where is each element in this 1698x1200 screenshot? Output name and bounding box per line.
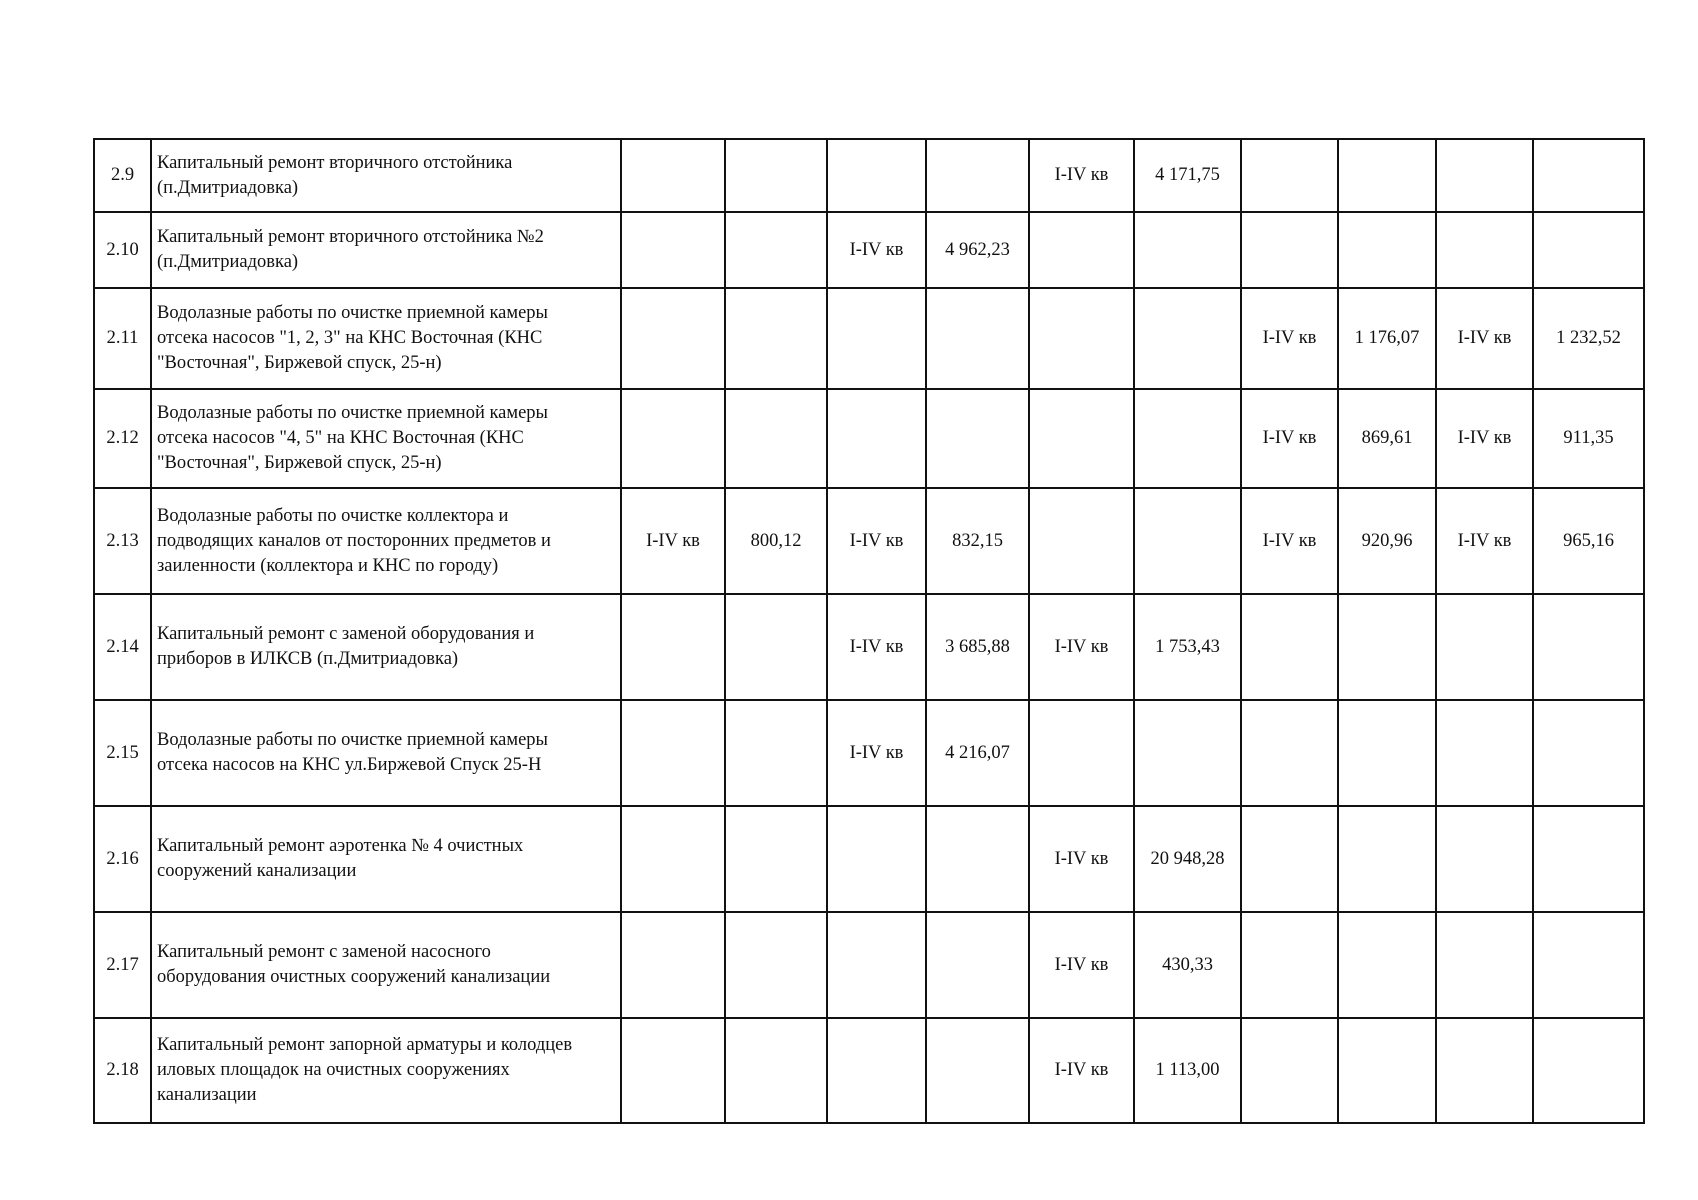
row-number: 2.9: [94, 139, 151, 212]
period-cell: I-IV кв: [1029, 912, 1134, 1018]
period-cell: [1029, 212, 1134, 288]
description-line: оборудования очистных сооружений канализации: [157, 967, 551, 987]
period-cell: [1029, 288, 1134, 389]
description-line: заиленности (коллектора и КНС по городу): [157, 555, 499, 576]
period-cell: [621, 389, 725, 488]
amount-cell: [725, 806, 827, 912]
period-cell: I-IV кв: [827, 212, 926, 288]
amount-cell: [1134, 389, 1241, 488]
period-cell: I-IV кв: [621, 488, 725, 594]
table-row: [94, 700, 1644, 806]
description-line: Капитальный ремонт вторичного отстойника: [157, 152, 513, 173]
period-cell: I-IV кв: [827, 488, 926, 594]
description-line: Водолазные работы по очистке коллектора и: [157, 505, 509, 526]
period-cell: [621, 594, 725, 700]
period-cell: [1029, 700, 1134, 806]
work-description: [151, 912, 621, 1018]
description-line: подводящих каналов от посторонних предметов и: [157, 530, 551, 551]
amount-cell: [725, 139, 827, 212]
period-cell: I-IV кв: [1029, 1018, 1134, 1123]
period-cell: [1241, 212, 1338, 288]
table-body: [94, 139, 1644, 1123]
period-cell: I-IV кв: [1241, 488, 1338, 594]
period-cell: I-IV кв: [1241, 389, 1338, 488]
work-description: [151, 700, 621, 806]
period-cell: I-IV кв: [1436, 288, 1533, 389]
row-number: 2.13: [94, 488, 151, 594]
period-cell: [1241, 700, 1338, 806]
period-cell: I-IV кв: [1241, 288, 1338, 389]
period-cell: [827, 288, 926, 389]
description-line: Капитальный ремонт аэротенка № 4 очистных: [157, 836, 524, 856]
amount-cell: [1533, 1018, 1644, 1123]
amount-cell: 1 232,52: [1533, 288, 1644, 389]
work-description: [151, 594, 621, 700]
amount-cell: [1533, 912, 1644, 1018]
amount-cell: 869,61: [1338, 389, 1436, 488]
amount-cell: 1 753,43: [1134, 594, 1241, 700]
work-description: [151, 1018, 621, 1123]
amount-cell: [1338, 594, 1436, 700]
description-line: Водолазные работы по очистке приемной камеры: [157, 730, 548, 750]
description-line: Капитальный ремонт с заменой оборудования и: [157, 624, 535, 644]
period-cell: [1241, 1018, 1338, 1123]
period-cell: [1436, 1018, 1533, 1123]
period-cell: [1436, 806, 1533, 912]
amount-cell: [1134, 212, 1241, 288]
table-row: [94, 288, 1644, 389]
row-number: 2.16: [94, 806, 151, 912]
amount-cell: 4 216,07: [926, 700, 1029, 806]
amount-cell: 1 113,00: [1134, 1018, 1241, 1123]
period-cell: [1436, 139, 1533, 212]
row-number: 2.17: [94, 912, 151, 1018]
amount-cell: [926, 912, 1029, 1018]
table-row: [94, 488, 1644, 594]
description-line: "Восточная", Биржевой спуск, 25-н): [157, 453, 442, 473]
amount-cell: 20 948,28: [1134, 806, 1241, 912]
amount-cell: [725, 912, 827, 1018]
period-cell: [1029, 488, 1134, 594]
table-row: [94, 806, 1644, 912]
table-row: [94, 912, 1644, 1018]
row-number: 2.14: [94, 594, 151, 700]
amount-cell: 4 962,23: [926, 212, 1029, 288]
row-number: 2.18: [94, 1018, 151, 1123]
amount-cell: [1338, 1018, 1436, 1123]
amount-cell: [1533, 139, 1644, 212]
period-cell: [827, 912, 926, 1018]
period-cell: [621, 700, 725, 806]
description-line: "Восточная", Биржевой спуск, 25-н): [157, 353, 442, 373]
period-cell: [621, 912, 725, 1018]
description-line: отсека насосов "4, 5" на КНС Восточная (КНС: [157, 428, 524, 448]
period-cell: I-IV кв: [827, 594, 926, 700]
work-description: [151, 288, 621, 389]
amount-cell: 832,15: [926, 488, 1029, 594]
table-row: [94, 1018, 1644, 1123]
description-line: (п.Дмитриадовка): [157, 177, 299, 198]
amount-cell: [725, 288, 827, 389]
table-row: [94, 212, 1644, 288]
amount-cell: [926, 139, 1029, 212]
period-cell: [1241, 594, 1338, 700]
amount-cell: [1533, 806, 1644, 912]
description-line: иловых площадок на очистных сооружениях: [157, 1060, 510, 1080]
amount-cell: [1533, 212, 1644, 288]
description-line: Капитальный ремонт запорной арматуры и колодцев: [157, 1035, 573, 1055]
amount-cell: [1338, 700, 1436, 806]
description-line: канализации: [157, 1085, 257, 1105]
amount-cell: [1134, 288, 1241, 389]
amount-cell: 4 171,75: [1134, 139, 1241, 212]
description-line: сооружений канализации: [157, 861, 357, 881]
description-line: отсека насосов "1, 2, 3" на КНС Восточная (КНС: [157, 328, 543, 348]
amount-cell: [1134, 700, 1241, 806]
period-cell: [1436, 212, 1533, 288]
amount-cell: [725, 594, 827, 700]
amount-cell: [1533, 594, 1644, 700]
amount-cell: 965,16: [1533, 488, 1644, 594]
amount-cell: [725, 700, 827, 806]
work-description: [151, 806, 621, 912]
description-line: Капитальный ремонт с заменой насосного: [157, 942, 491, 962]
amount-cell: 911,35: [1533, 389, 1644, 488]
period-cell: I-IV кв: [1029, 139, 1134, 212]
period-cell: I-IV кв: [1029, 806, 1134, 912]
row-number: 2.15: [94, 700, 151, 806]
period-cell: I-IV кв: [1436, 389, 1533, 488]
work-plan-table: [93, 138, 1645, 1124]
amount-cell: [1533, 700, 1644, 806]
amount-cell: [1338, 806, 1436, 912]
row-number: 2.11: [94, 288, 151, 389]
amount-cell: 430,33: [1134, 912, 1241, 1018]
amount-cell: [1338, 139, 1436, 212]
period-cell: [1436, 594, 1533, 700]
amount-cell: [1134, 488, 1241, 594]
description-line: отсека насосов на КНС ул.Биржевой Спуск 25-Н: [157, 755, 542, 775]
work-description: [151, 212, 621, 288]
amount-cell: 920,96: [1338, 488, 1436, 594]
period-cell: [621, 1018, 725, 1123]
period-cell: I-IV кв: [1436, 488, 1533, 594]
period-cell: I-IV кв: [827, 700, 926, 806]
amount-cell: 800,12: [725, 488, 827, 594]
amount-cell: [926, 1018, 1029, 1123]
period-cell: [827, 139, 926, 212]
period-cell: [1029, 389, 1134, 488]
description-line: Капитальный ремонт вторичного отстойника №2: [157, 227, 544, 247]
amount-cell: [725, 212, 827, 288]
table-row: [94, 594, 1644, 700]
period-cell: I-IV кв: [1029, 594, 1134, 700]
period-cell: [621, 139, 725, 212]
period-cell: [621, 212, 725, 288]
amount-cell: [725, 1018, 827, 1123]
period-cell: [1241, 806, 1338, 912]
table-row: [94, 389, 1644, 488]
period-cell: [1241, 139, 1338, 212]
period-cell: [827, 806, 926, 912]
amount-cell: 1 176,07: [1338, 288, 1436, 389]
description-line: Водолазные работы по очистке приемной камеры: [157, 403, 548, 423]
period-cell: [621, 806, 725, 912]
description-line: приборов в ИЛКСВ (п.Дмитриадовка): [157, 649, 459, 669]
work-description: [151, 389, 621, 488]
period-cell: [1241, 912, 1338, 1018]
description-line: Водолазные работы по очистке приемной камеры: [157, 303, 548, 323]
amount-cell: 3 685,88: [926, 594, 1029, 700]
period-cell: [827, 389, 926, 488]
amount-cell: [926, 806, 1029, 912]
table-row: [94, 139, 1644, 212]
period-cell: [1436, 700, 1533, 806]
period-cell: [621, 288, 725, 389]
amount-cell: [926, 389, 1029, 488]
amount-cell: [725, 389, 827, 488]
period-cell: [1436, 912, 1533, 1018]
period-cell: [827, 1018, 926, 1123]
row-number: 2.12: [94, 389, 151, 488]
work-description: [151, 488, 621, 594]
description-line: (п.Дмитриадовка): [157, 252, 299, 272]
work-description: [151, 139, 621, 212]
amount-cell: [1338, 212, 1436, 288]
amount-cell: [1338, 912, 1436, 1018]
row-number: 2.10: [94, 212, 151, 288]
amount-cell: [926, 288, 1029, 389]
